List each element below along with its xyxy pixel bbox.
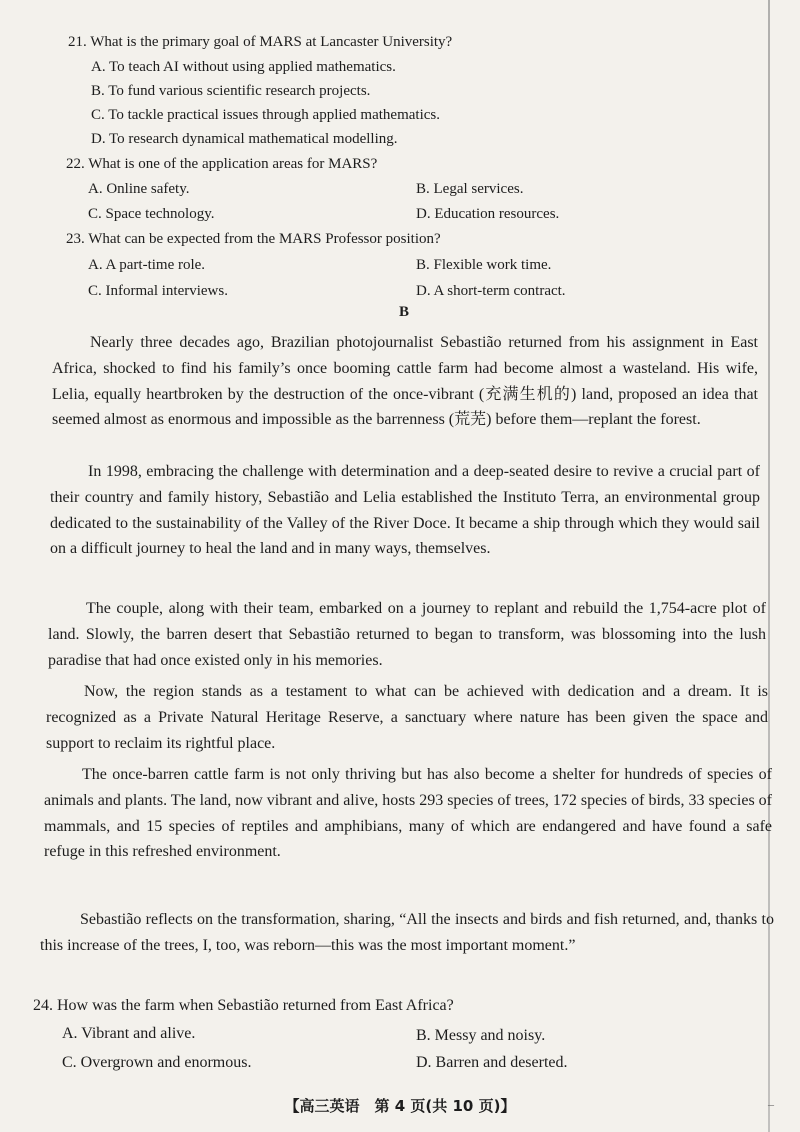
question-23-stem: 23. What can be expected from the MARS Professor position? [66,231,441,247]
page-footer: 【高三英语 第 4 页(共 10 页)】 [284,1097,516,1115]
question-21-stem: 21. What is the primary goal of MARS at Lancaster University? [68,34,453,50]
question-24-option-b: B. Messy and noisy. [416,1027,546,1044]
question-23-option-c: C. Informal interviews. [88,283,228,299]
question-23-option-b: B. Flexible work time. [416,257,552,273]
question-22-stem: 22. What is one of the application areas for MARS? [66,156,378,172]
question-23-option-d: D. A short-term contract. [416,283,566,299]
passage-paragraph-4: Now, the region stands as a testament to what can be achieved with dedication and a dream. It is recognized as a Private Natural Heritage Reserve, a sanctuary where nature has been given the space and support to reclaim its rightful place. [46,683,768,752]
passage-paragraph-1: Nearly three decades ago, Brazilian photojournalist Sebastião returned from his assignment in East Africa, shocked to find his family’s once booming cattle farm had become almost a wasteland. His wife, Lelia, equally heartbroken by the destruction of the once-vibrant (充满生机的) land, proposed an idea that seemed almost as enormous and impossible as the barrenness (荒芜) before them—replant the forest. [52,334,758,429]
passage-paragraph-5: The once-barren cattle farm is not only thriving but has also become a shelter for hundreds of species of animals and plants. The land, now vibrant and alive, hosts 293 species of trees, 172 species of birds, 33 species of mammals, and 15 species of reptiles and amphibians, many of which are endangered and have found a safe refuge in this refreshed environment. [44,766,772,861]
question-24-stem: 24. How was the farm when Sebastião returned from East Africa? [33,997,454,1014]
question-22-option-c: C. Space technology. [88,206,215,222]
question-22-option-a: A. Online safety. [88,181,190,197]
passage-paragraph-2: In 1998, embracing the challenge with determination and a deep-seated desire to revive a crucial part of their country and family history, Sebastião and Lelia established the Instituto Terra, an environmental group dedicated to the sustainability of the Valley of the River Doce. It became a ship through which they would sail on a difficult journey to heal the land and in many ways, themselves. [50,463,760,558]
question-22-option-d: D. Education resources. [416,206,560,222]
section-b-heading: B [399,304,410,320]
question-23-option-a: A. A part-time role. [88,257,206,273]
footer-dash-mark: – [768,1097,774,1111]
question-24-option-a: A. Vibrant and alive. [62,1025,196,1042]
passage-paragraph-3: The couple, along with their team, embarked on a journey to replant and rebuild the 1,754-acre plot of land. Slowly, the barren desert that Sebastião returned to began to transform, was blossoming into the lush paradise that had once existed only in his memories. [48,600,766,669]
page-edge-line [768,0,770,1132]
question-21-option-b: B. To fund various scientific research projects. [91,83,371,99]
question-24-option-c: C. Overgrown and enormous. [62,1054,252,1071]
question-21-option-a: A. To teach AI without using applied mathematics. [91,59,396,75]
question-21-option-c: C. To tackle practical issues through applied mathematics. [91,107,440,123]
question-24-option-d: D. Barren and deserted. [416,1054,568,1071]
passage-paragraph-6: Sebastião reflects on the transformation, sharing, “All the insects and birds and fish returned, and, thanks to this increase of the trees, I, too, was reborn—this was the most important moment.” [40,911,774,954]
question-21-option-d: D. To research dynamical mathematical modelling. [91,131,398,147]
question-22-option-b: B. Legal services. [416,181,524,197]
